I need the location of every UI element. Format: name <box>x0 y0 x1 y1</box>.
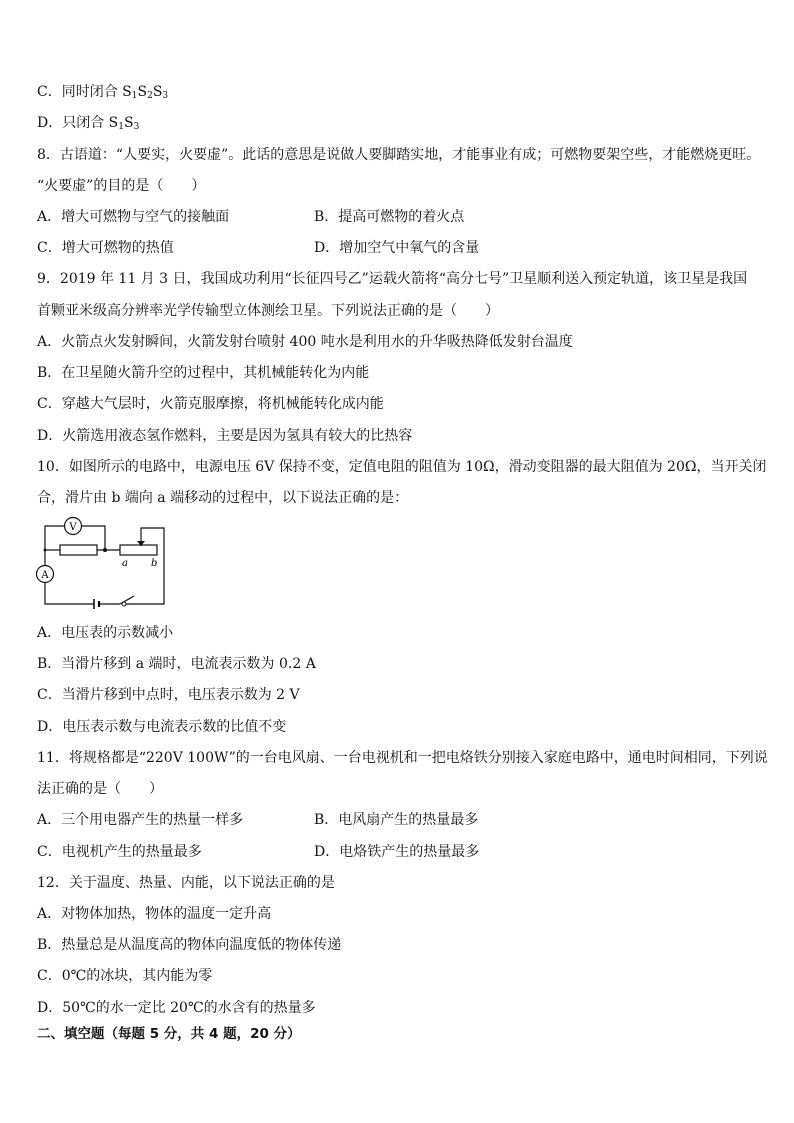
q10-option-c: C．当滑片移到中点时，电压表示数为 2 V <box>37 687 300 703</box>
q10-option-a: A．电压表的示数减小 <box>37 625 174 641</box>
ammeter-label: A <box>41 570 49 581</box>
voltmeter-lead-left <box>45 526 64 550</box>
q7-option-c: C．同时闭合 $S_1S_2S_3$ <box>37 84 169 101</box>
junction-dot <box>103 548 107 552</box>
rheostat-resistor <box>120 545 157 555</box>
voltmeter-label: V <box>69 522 77 533</box>
q8-option-a: A．增大可燃物与空气的接触面 <box>37 209 230 225</box>
q8-option-c: C．增大可燃物的热值 <box>37 240 174 256</box>
q12-option-d: D．50℃的水一定比 20℃的水含有的热量多 <box>37 1000 316 1016</box>
q12-stem: 12．关于温度、热量、内能，以下说法正确的是 <box>37 875 335 891</box>
q8-option-b: B．提高可燃物的着火点 <box>314 209 465 225</box>
q9-option-a: A．火箭点火发射瞬间，火箭发射台喷射 400 吨水是利用水的升华吸热降低发射台温度 <box>37 334 573 350</box>
q10-option-d: D．电压表示数与电流表示数的比值不变 <box>37 719 287 735</box>
rheostat-end-b: b <box>151 558 158 569</box>
q9-option-b: B．在卫星随火箭升空的过程中，其机械能转化为内能 <box>37 365 370 381</box>
q8-option-d: D．增加空气中氧气的含量 <box>314 240 480 256</box>
q12-option-a: A．对物体加热，物体的温度一定升高 <box>37 906 272 922</box>
q10-option-b: B．当滑片移到 a 端时，电流表示数为 0.2 A <box>37 656 316 672</box>
q10-stem-line1: 10．如图所示的电路中，电源电压 6V 保持不变，定值电阻的阻值为 10Ω，滑动变阻器的最大阻值为 20Ω，当开关闭 <box>37 459 767 475</box>
q9-option-c: C．穿越大气层时，火箭克服摩擦，将机械能转化成内能 <box>37 396 384 412</box>
section-heading-fill-in: 二、填空题（每题 5 分，共 4 题，20 分） <box>37 1026 301 1042</box>
q8-stem-line2: “火要虚”的目的是（ ） <box>37 178 206 194</box>
circuit-diagram <box>36 514 176 610</box>
q11-option-a: A．三个用电器产生的热量一样多 <box>37 812 244 828</box>
q11-option-c: C．电视机产生的热量最多 <box>37 844 202 860</box>
q9-stem-line1: 9．2019 年 11 月 3 日，我国成功利用“长征四号乙”运载火箭将“高分七号”卫星顺利送入预定轨道，该卫星是我国 <box>37 271 748 287</box>
fixed-resistor <box>60 545 97 555</box>
q7-option-d: D．只闭合 $S_1S_3$ <box>37 115 140 132</box>
q12-option-c: C．0℃的冰块，其内能为零 <box>37 968 213 984</box>
q10-stem-line2: 合，滑片由 b 端向 a 端移动的过程中，以下说法正确的是： <box>37 490 409 506</box>
switch-contact-left <box>122 602 126 606</box>
q12-option-b: B．热量总是从温度高的物体向温度低的物体传递 <box>37 937 342 953</box>
voltmeter-lead-right <box>82 526 105 550</box>
q11-stem-line1: 11．将规格都是“220V 100W”的一台电风扇、一台电视机和一把电烙铁分别接入家庭电路中，通电时间相同，下列说 <box>37 750 768 766</box>
q9-stem-line2: 首颗亚米级高分辨率光学传输型立体测绘卫星。下列说法正确的是（ ） <box>37 303 499 319</box>
rheostat-end-a: a <box>122 558 128 569</box>
q8-stem-line1: 8．古语道：“人要实，火要虚”。此话的意思是说做人要脚踏实地，才能事业有成；可燃物要架空些，才能燃烧更旺。 <box>37 147 761 163</box>
q11-option-d: D．电烙铁产生的热量最多 <box>314 844 480 860</box>
q11-option-b: B．电风扇产生的热量最多 <box>314 812 479 828</box>
wire-right <box>124 528 164 604</box>
q9-option-d: D．火箭选用液态氢作燃料，主要是因为氢具有较大的比热容 <box>37 428 413 444</box>
junction-dot-left <box>44 549 47 552</box>
q11-stem-line2: 法正确的是（ ） <box>37 781 163 797</box>
